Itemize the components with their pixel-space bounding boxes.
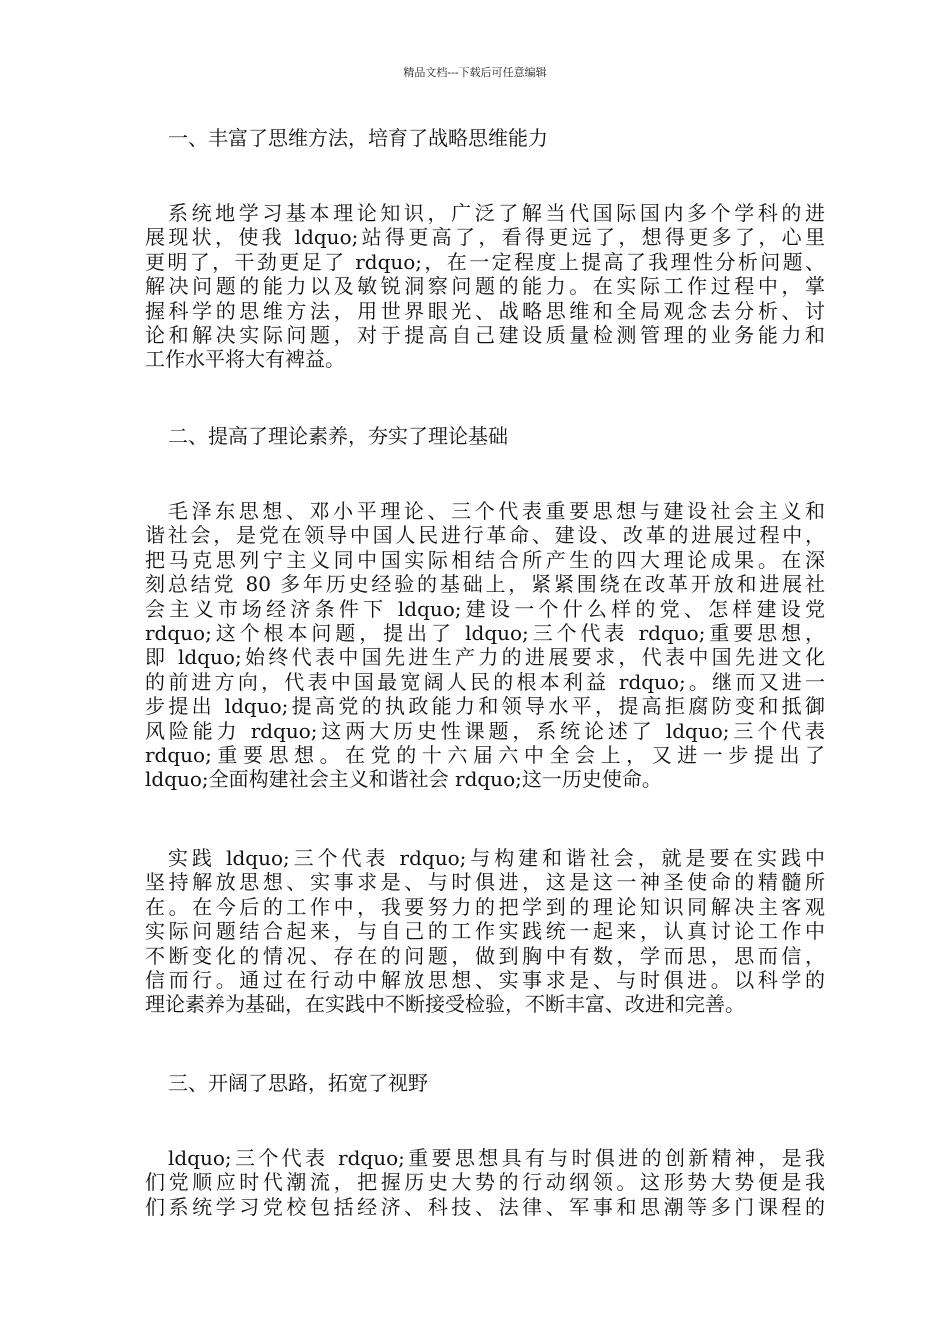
text-line: 工作水平将大有裨益。	[145, 347, 345, 372]
text-line: 展现状，使我 ldquo;站得更高了，看得更远了，想得更多了，心里	[145, 225, 825, 250]
page-header: 精品文档---下载后可任意编辑	[403, 66, 547, 79]
text-line: 坚持解放思想、实事求是、与时俱进，这是这一神圣使命的精髓所	[145, 870, 825, 895]
text-line: rdquo;重要思想。在党的十六届六中全会上，又进一步提出了	[145, 743, 825, 768]
section-1-paragraph-1	[145, 201, 825, 372]
text-line: 毛泽东思想、邓小平理论、三个代表重要思想与建设社会主义和	[168, 499, 825, 523]
text-line: 握科学的思维方法，用世界眼光、战略思维和全局观念去分析、讨	[145, 298, 825, 323]
section-2-paragraph-1	[145, 499, 825, 792]
text-line: 们系统学习党校包括经济、科技、法律、军事和思潮等多门课程的	[145, 1194, 825, 1219]
text-line: ldquo;三个代表 rdquo;重要思想具有与时俱进的创新精神，是我	[168, 1146, 825, 1170]
text-line: 理论素养为基础，在实践中不断接受检验，不断丰富、改进和完善。	[145, 992, 745, 1017]
text-line: 即 ldquo;始终代表中国先进生产力的进展要求，代表中国先进文化	[145, 645, 825, 670]
section-3-paragraph-1	[145, 1146, 825, 1219]
text-line: 信而行。通过在行动中解放思想、实事求是、与时俱进。以科学的	[145, 968, 825, 993]
text-line: 实际问题结合起来，与自己的工作实践统一起来，认真讨论工作中	[145, 919, 825, 944]
text-line: 们党顺应时代潮流，把握历史大势的行动纲领。这形势大势便是我	[145, 1170, 825, 1195]
text-line: ldquo;全面构建社会主义和谐社会 rdquo;这一历史使命。	[145, 767, 662, 792]
text-line: 不断变化的情况、存在的问题，做到胸中有数，学而思，思而信，	[145, 943, 825, 968]
text-line: 解决问题的能力以及敏锐洞察问题的能力。在实际工作过程中，掌	[145, 274, 825, 299]
section-heading-3: 三、开阔了思路，拓宽了视野	[168, 1071, 428, 1095]
text-line: 的前进方向，代表中国最宽阔人民的根本利益 rdquo;。继而又进一	[145, 669, 825, 694]
text-line: 谐社会，是党在领导中国人民进行革命、建设、改革的进展过程中，	[145, 523, 825, 548]
section-heading-1: 一、丰富了思维方法，培育了战略思维能力	[168, 126, 548, 150]
text-line: 刻总结党 80 多年历史经验的基础上，紧紧围绕在改革开放和进展社	[145, 572, 825, 597]
text-line: 风险能力 rdquo;这两大历史性课题，系统论述了 ldquo;三个代表	[145, 718, 825, 743]
section-heading-2: 二、提高了理论素养，夯实了理论基础	[168, 424, 508, 448]
text-line: 步提出 ldquo;提高党的执政能力和领导水平，提高拒腐防变和抵御	[145, 694, 825, 719]
text-line: 会主义市场经济条件下 ldquo;建设一个什么样的党、怎样建设党	[145, 596, 825, 621]
text-line: 在。在今后的工作中，我要努力的把学到的理论知识同解决主客观	[145, 894, 825, 919]
text-line: 系统地学习基本理论知识，广泛了解当代国际国内多个学科的进	[168, 201, 825, 225]
text-line: rdquo;这个根本问题，提出了 ldquo;三个代表 rdquo;重要思想，	[145, 621, 825, 646]
text-line: 实践 ldquo;三个代表 rdquo;与构建和谐社会，就是要在实践中	[168, 846, 825, 870]
text-line: 更明了，干劲更足了 rdquo;，在一定程度上提高了我理性分析问题、	[145, 249, 825, 274]
text-line: 把马克思列宁主义同中国实际相结合所产生的四大理论成果。在深	[145, 547, 825, 572]
text-line: 论和解决实际问题，对于提高自己建设质量检测管理的业务能力和	[145, 323, 825, 348]
section-2-paragraph-2	[145, 846, 825, 1017]
